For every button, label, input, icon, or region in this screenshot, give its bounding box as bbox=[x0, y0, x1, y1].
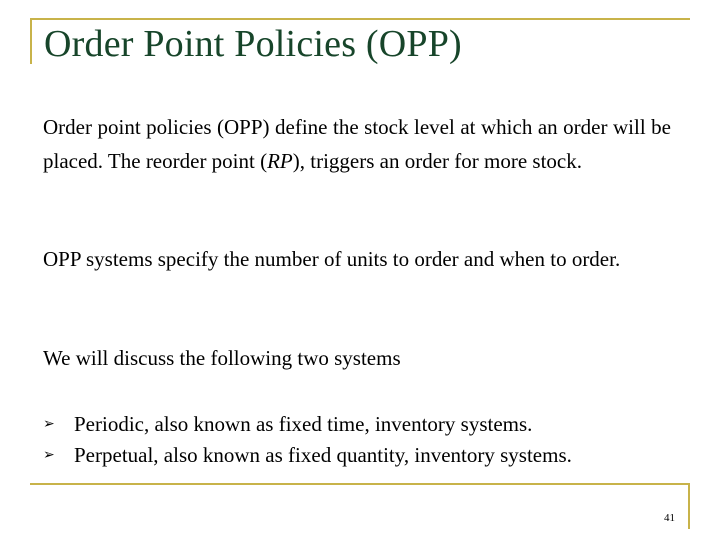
paragraph-definition bbox=[43, 110, 671, 178]
reorder-point-abbreviation: RP bbox=[267, 149, 293, 173]
arrow-bullet-icon: ➢ bbox=[43, 447, 55, 463]
paragraph-definition-text-start: Order point policies (OPP) define the stock level at which an order will be placed. The reorder point ( bbox=[43, 115, 671, 173]
frame-top-line bbox=[30, 18, 690, 20]
arrow-bullet-icon: ➢ bbox=[43, 416, 55, 432]
paragraph-intro: We will discuss the following two systems bbox=[43, 346, 401, 370]
list-item-text: Perpetual, also known as fixed quantity, inventory systems. bbox=[74, 443, 572, 467]
list-item bbox=[43, 440, 683, 471]
paragraph-systems: OPP systems specify the number of units to order and when to order. bbox=[43, 247, 621, 271]
slide-title: Order Point Policies (OPP) bbox=[44, 23, 462, 65]
frame-right-line bbox=[688, 483, 690, 529]
list-item bbox=[43, 409, 683, 440]
systems-list bbox=[43, 409, 683, 471]
list-item-text: Periodic, also known as fixed time, inventory systems. bbox=[74, 412, 533, 436]
frame-left-line bbox=[30, 18, 32, 64]
page-number: 41 bbox=[664, 512, 675, 524]
frame-bottom-line bbox=[30, 483, 690, 485]
paragraph-definition-text-end: ), triggers an order for more stock. bbox=[292, 149, 582, 173]
